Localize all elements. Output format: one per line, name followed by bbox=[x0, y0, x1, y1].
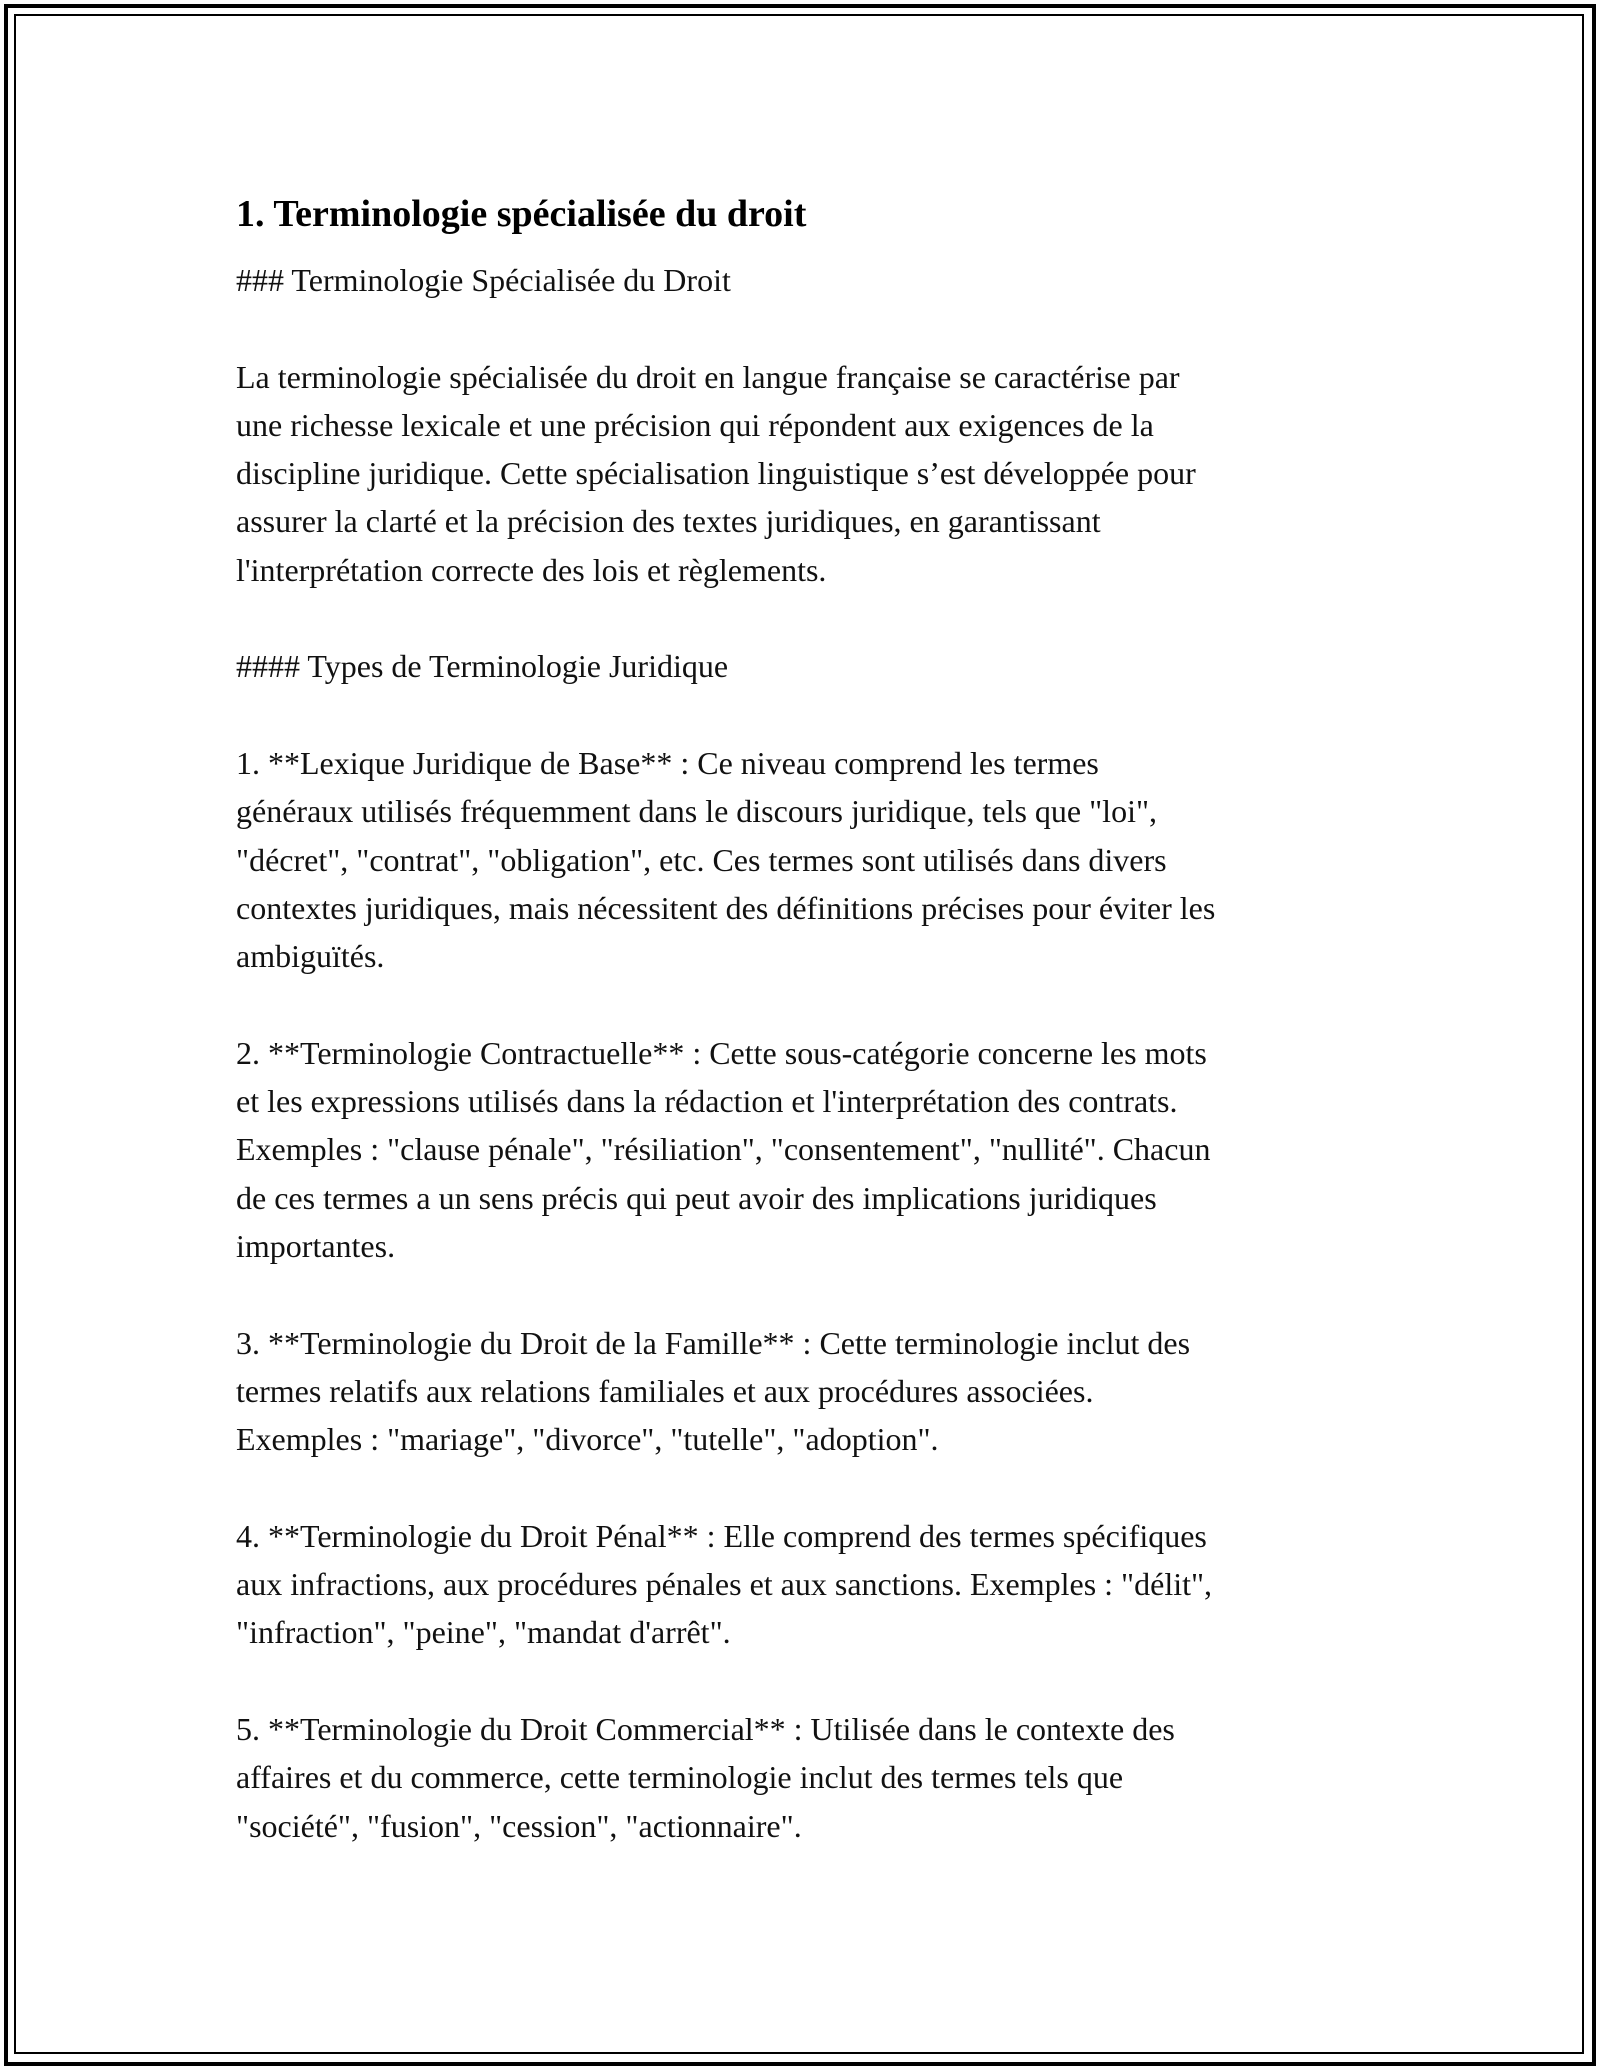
list-item-contractual: 2. **Terminologie Contractuelle** : Cette sous-catégorie concerne les mots et les expressions utilisés dans la rédaction et l'interprétation des contrats. Exemples : "clause pénale", "résiliation", "consentement", "nullité". Chacun de ces termes a un sens précis qui peut avoir des implications juridiques importantes. bbox=[236, 1034, 1211, 1264]
section-heading: ### Terminologie Spécialisée du Droit bbox=[236, 262, 731, 298]
list-item-commercial-law: 5. **Terminologie du Droit Commercial** : Utilisée dans le contexte des affaires et du commerce, cette terminologie inclut des termes tels que "société", "fusion", "cession", "actionnaire". bbox=[236, 1710, 1175, 1844]
document-body bbox=[236, 186, 1376, 1850]
intro-paragraph: La terminologie spécialisée du droit en langue française se caractérise par une richesse lexicale et une précision qui répondent aux exigences de la discipline juridique. Cette spécialisation linguistique s’est développée pour assurer la clarté et la précision des textes juridiques, en garantissant l'interprétation correcte des lois et règlements. bbox=[236, 358, 1196, 588]
list-item-family-law: 3. **Terminologie du Droit de la Famille** : Cette terminologie inclut des termes relatifs aux relations familiales et aux procédures associées. Exemples : "mariage", "divorce", "tutelle", "adoption". bbox=[236, 1324, 1191, 1458]
list-item-base-lexicon: 1. **Lexique Juridique de Base** : Ce niveau comprend les termes généraux utilisés fréquemment dans le discours juridique, tels que "loi", "décret", "contrat", "obligation", etc. Ces termes sont utilisés dans divers contextes juridiques, mais nécessitent des définitions précises pour éviter les ambiguïtés. bbox=[236, 744, 1216, 975]
subsection-heading: #### Types de Terminologie Juridique bbox=[236, 648, 729, 685]
list-item-criminal-law: 4. **Terminologie du Droit Pénal** : Elle comprend des termes spécifiques aux infractions, aux procédures pénales et aux sanctions. Exemples : "délit", "infraction", "peine", "mandat d'arrêt". bbox=[236, 1517, 1213, 1651]
document-title: 1. Terminologie spécialisée du droit bbox=[236, 193, 807, 235]
